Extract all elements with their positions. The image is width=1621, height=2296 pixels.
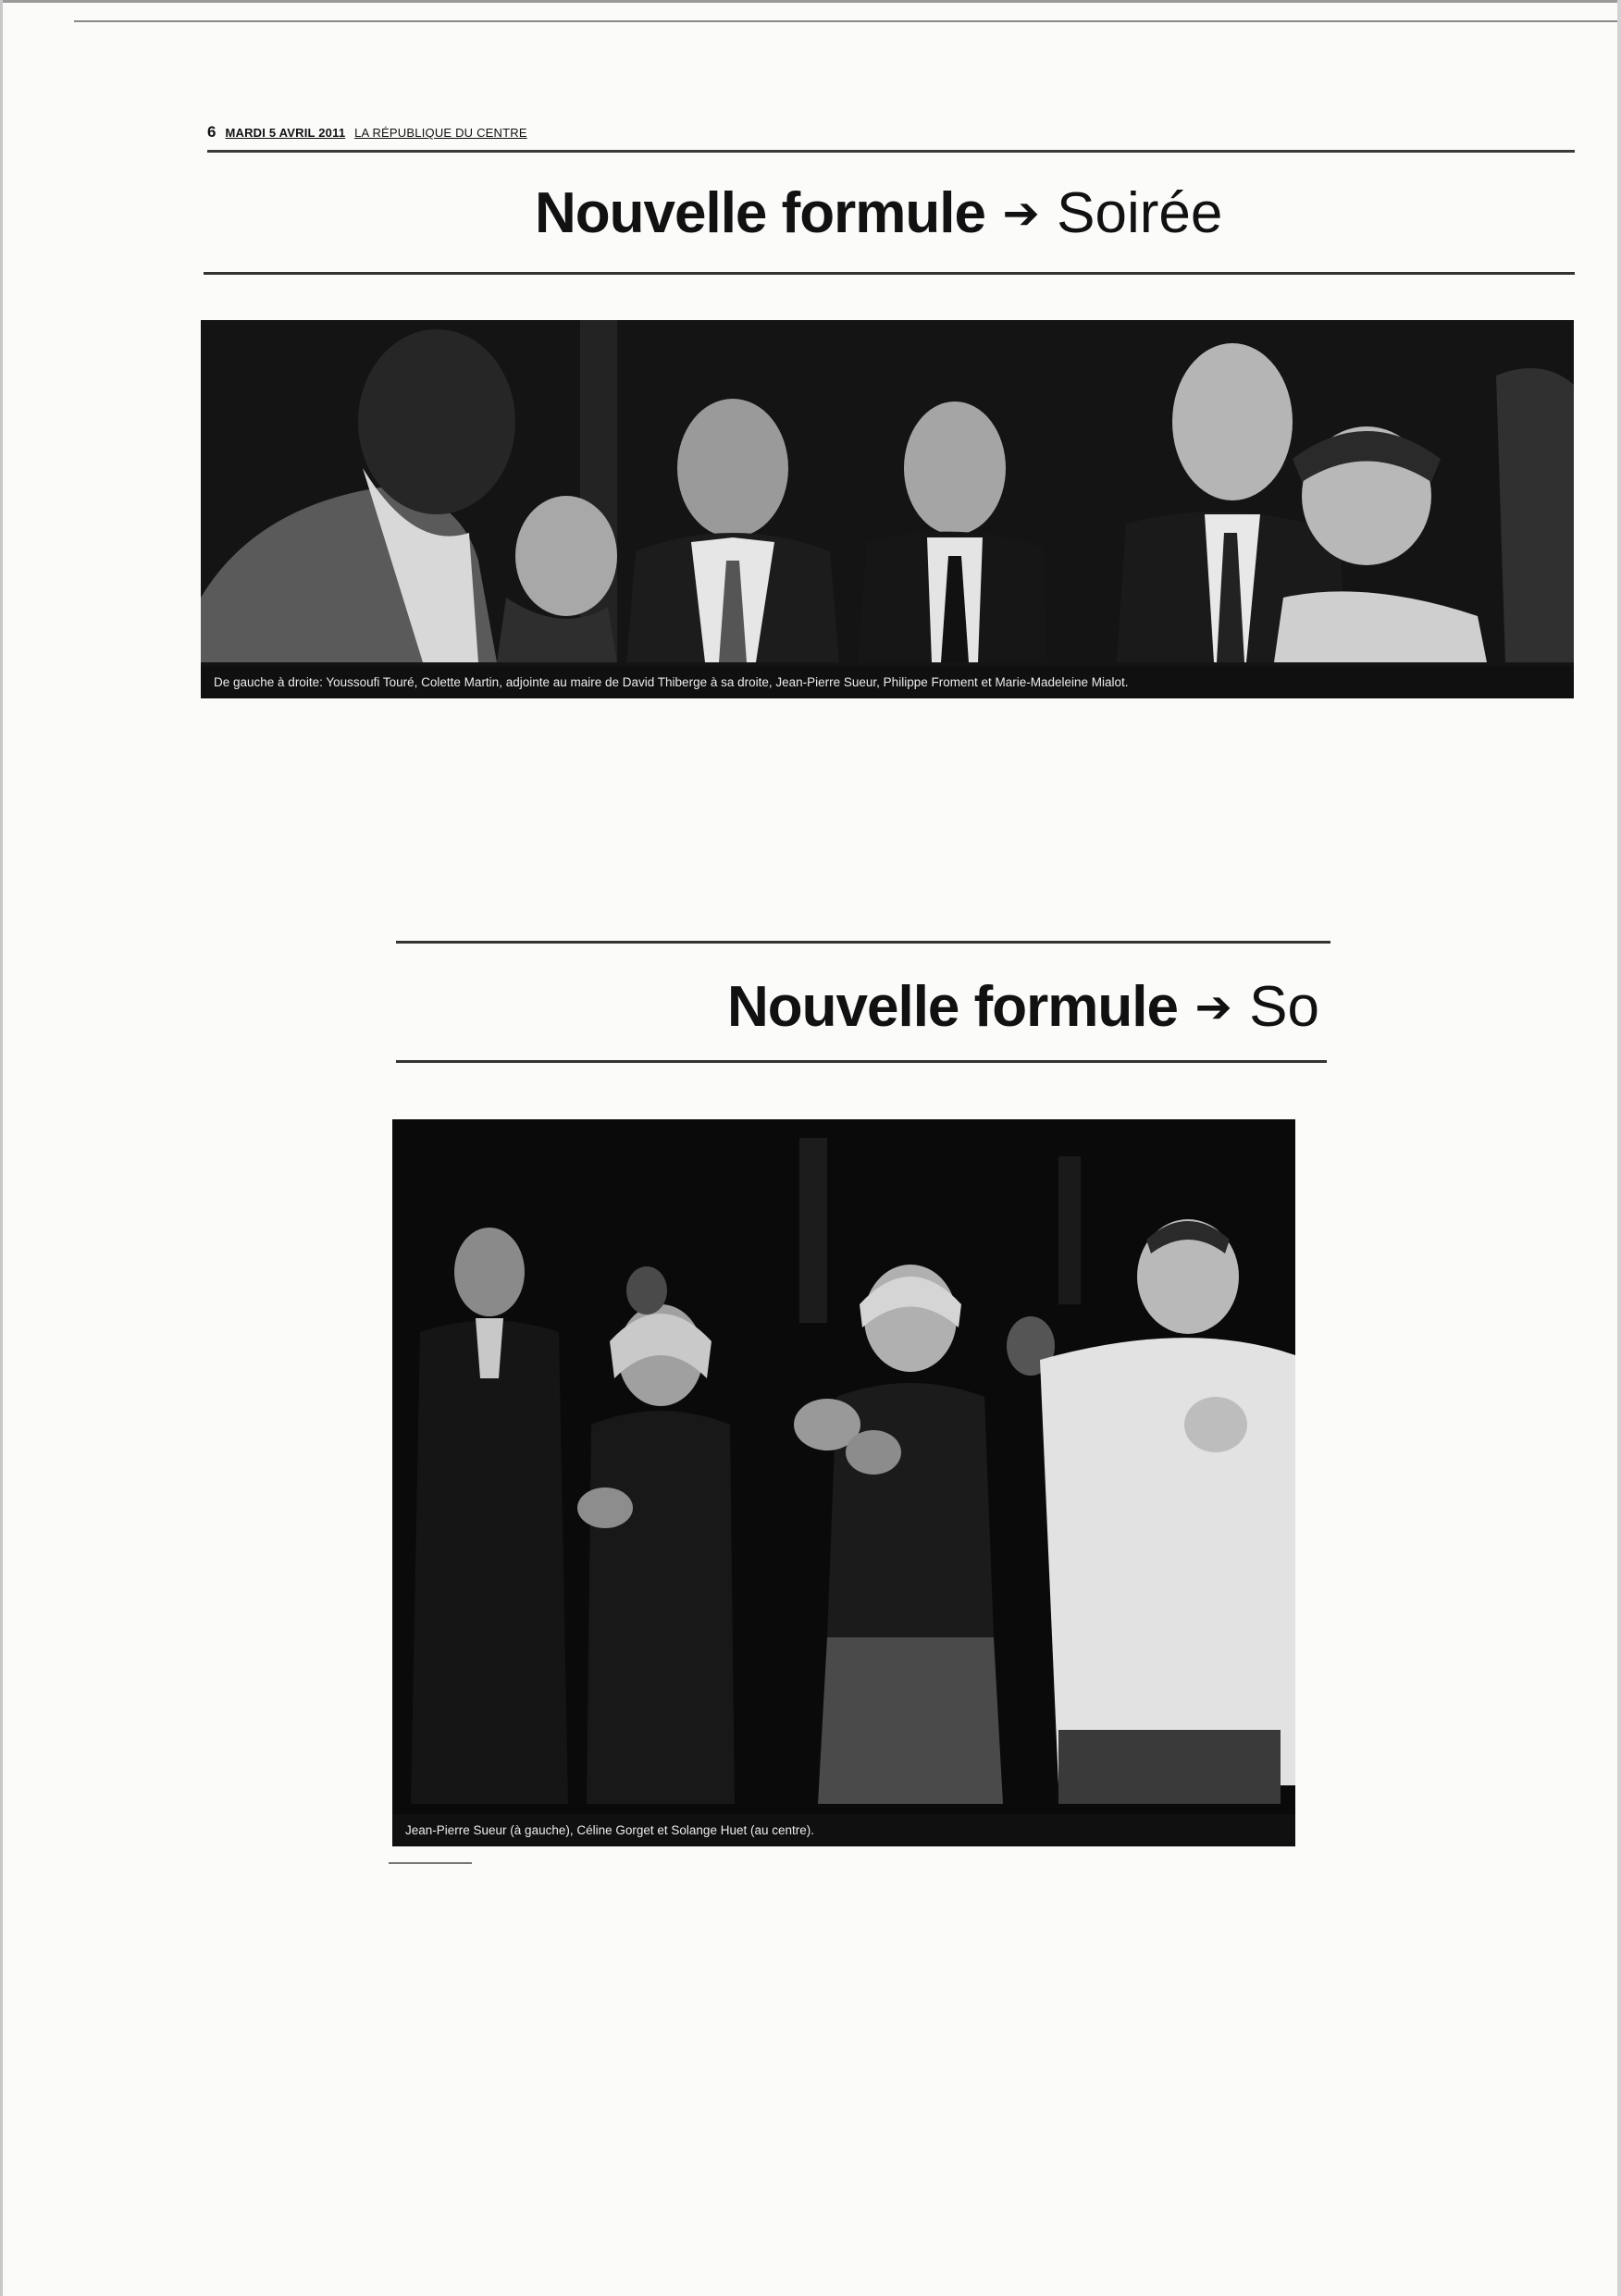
scan-border-right bbox=[1617, 0, 1621, 2296]
scan-border-top bbox=[0, 0, 1621, 3]
scan-artifact-mark bbox=[389, 1862, 472, 1864]
group-photo-bottom bbox=[392, 1119, 1295, 1846]
group-photo-top bbox=[201, 320, 1574, 698]
page-number: 6 bbox=[207, 123, 217, 141]
page-folio bbox=[207, 123, 527, 142]
headline-rule bbox=[204, 272, 1575, 275]
section1-headline bbox=[535, 181, 1223, 245]
arrow-right-icon: ➔ bbox=[1002, 190, 1040, 239]
folio-rule bbox=[207, 150, 1575, 153]
newspaper-name: LA RÉPUBLIQUE DU CENTRE bbox=[354, 126, 527, 140]
scan-border-left bbox=[0, 0, 3, 2296]
scan-artifact-line bbox=[74, 20, 1619, 22]
headline-sub: Soirée bbox=[1057, 181, 1223, 245]
page-date: MARDI 5 AVRIL 2011 bbox=[225, 126, 346, 140]
headline-rule bbox=[396, 1060, 1327, 1063]
headline-main: Nouvelle formule bbox=[535, 181, 985, 245]
photo-caption: Jean-Pierre Sueur (à gauche), Céline Gorget et Solange Huet (au centre). bbox=[392, 1814, 1295, 1846]
section2-headline bbox=[727, 979, 1327, 1036]
photo-illustration bbox=[201, 320, 1574, 698]
headline-main: Nouvelle formule bbox=[727, 979, 1178, 1036]
headline-sub: So bbox=[1249, 979, 1319, 1036]
photo-illustration bbox=[392, 1119, 1295, 1846]
arrow-right-icon: ➔ bbox=[1194, 983, 1232, 1032]
photo-caption: De gauche à droite: Youssoufi Touré, Colette Martin, adjointe au maire de David Thiberge à sa droite, Jean-Pierre Sueur, Philippe Froment et Marie-Madeleine Mialot. bbox=[201, 666, 1574, 698]
section2-top-rule bbox=[396, 941, 1330, 944]
